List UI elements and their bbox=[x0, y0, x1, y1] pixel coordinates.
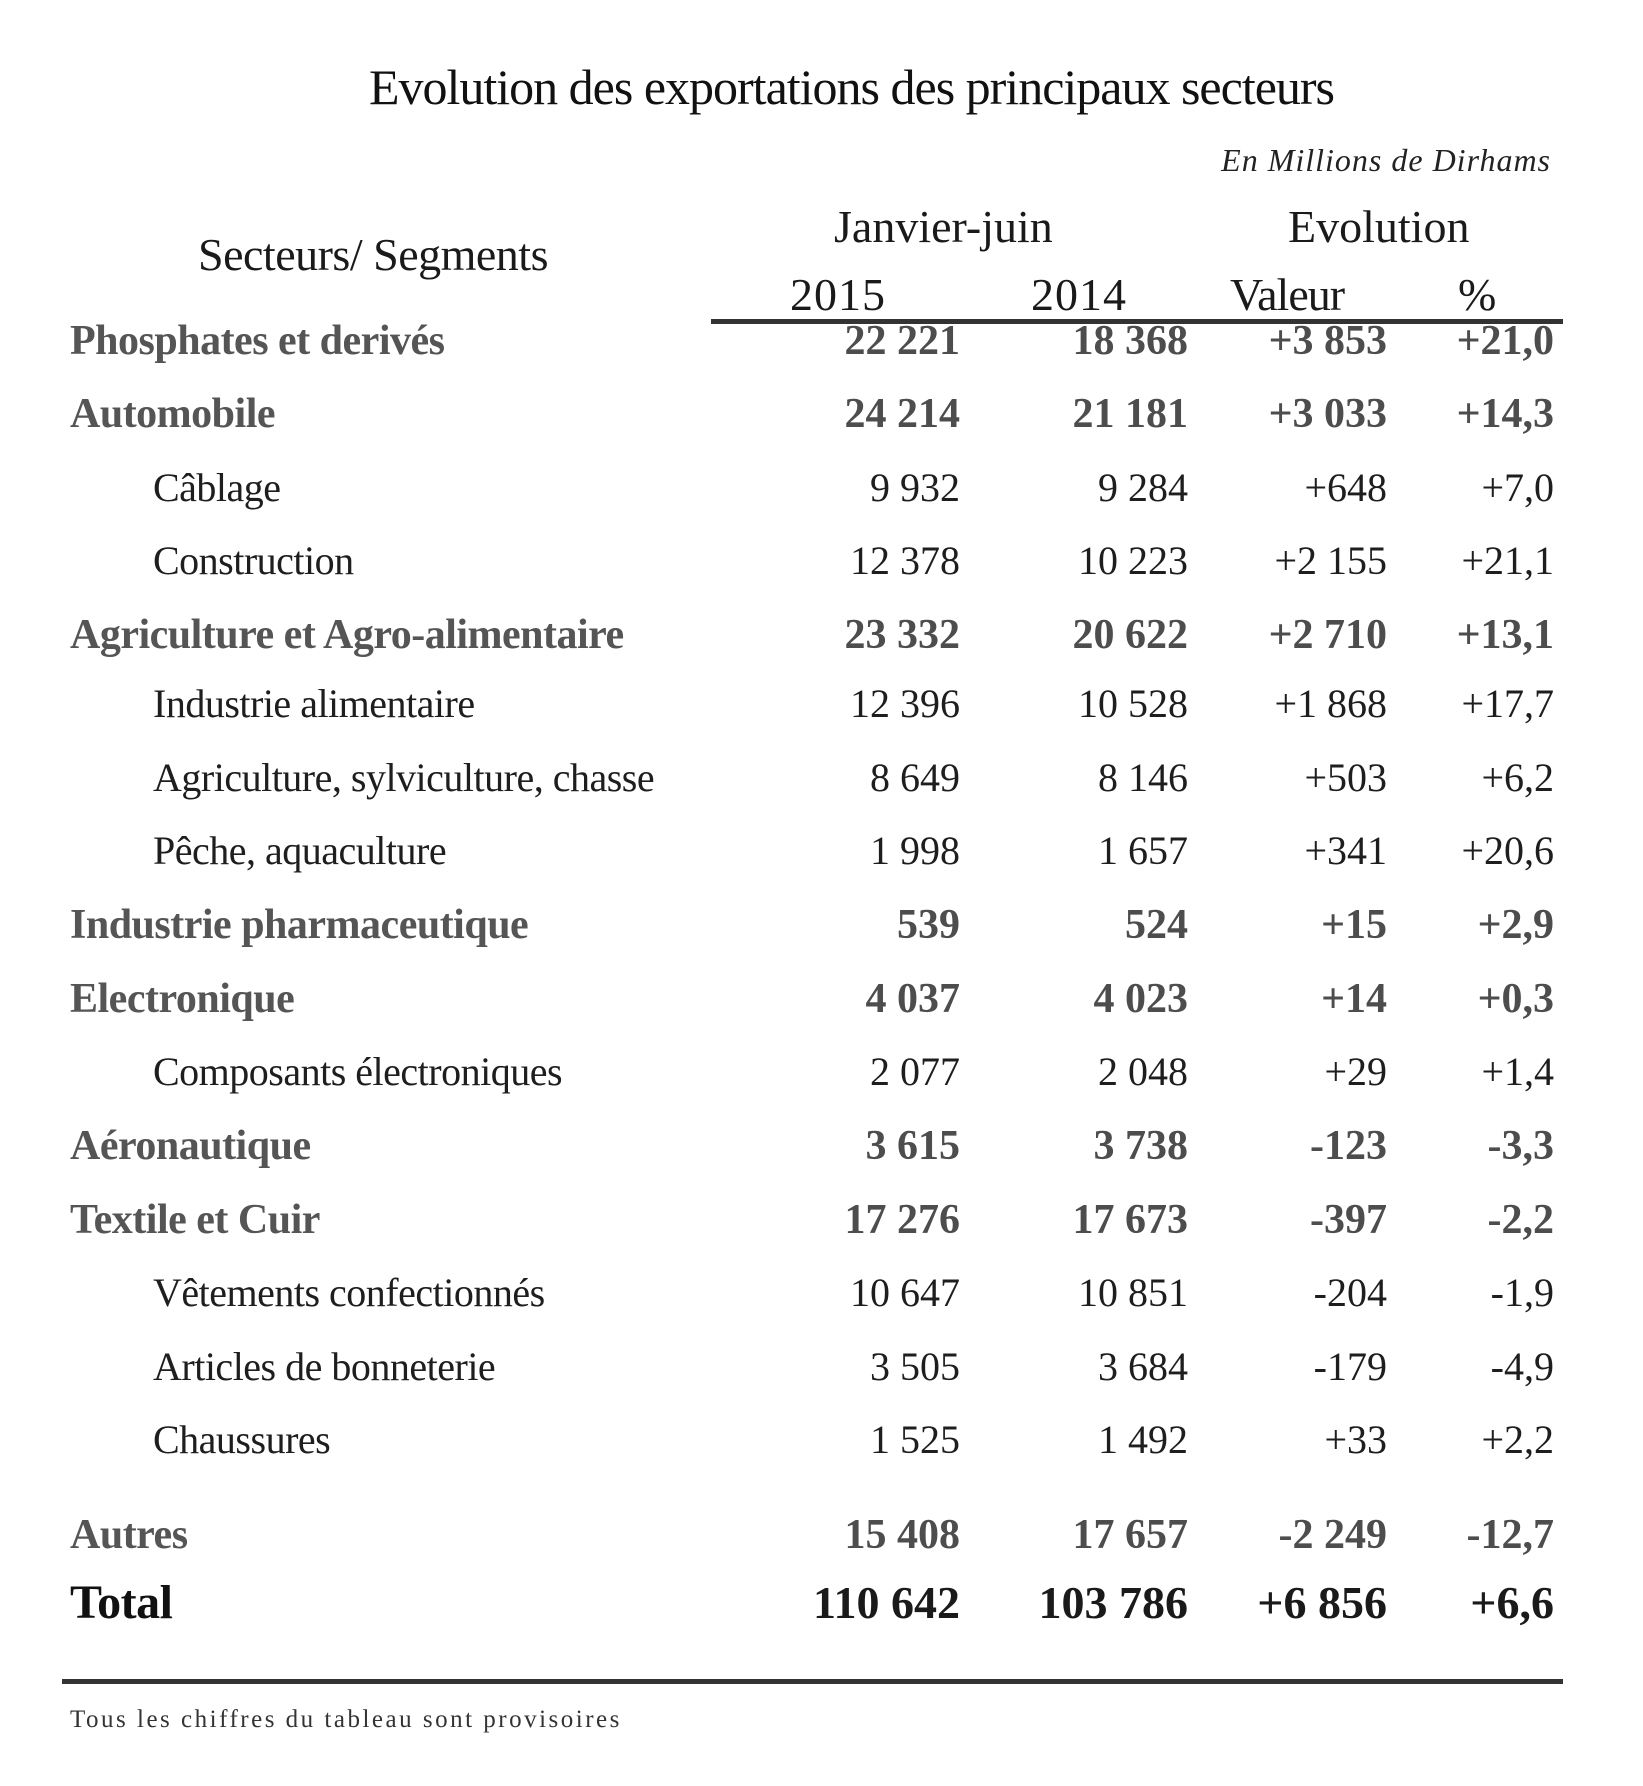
table-row bbox=[0, 895, 1643, 955]
row-label: Industrie pharmaceutique bbox=[70, 902, 529, 948]
cell-value: +3 033 bbox=[1268, 391, 1387, 437]
table-row bbox=[0, 605, 1643, 665]
table-row bbox=[0, 1410, 1643, 1470]
cell-2014: 10 223 bbox=[1078, 538, 1188, 583]
cell-value: +2 710 bbox=[1268, 612, 1387, 658]
cell-value: +341 bbox=[1304, 828, 1387, 873]
cell-percent: +17,7 bbox=[1461, 681, 1554, 726]
cell-value: -179 bbox=[1313, 1344, 1387, 1389]
cell-2015: 3 505 bbox=[870, 1344, 960, 1389]
column-header-value: Valeur bbox=[1230, 269, 1345, 320]
cell-2015: 22 221 bbox=[844, 318, 960, 364]
cell-2014: 10 851 bbox=[1078, 1270, 1188, 1315]
row-label: Aéronautique bbox=[70, 1123, 311, 1169]
cell-percent: -2,2 bbox=[1487, 1197, 1554, 1243]
cell-2014: 3 684 bbox=[1098, 1344, 1188, 1389]
column-header-period: Janvier-juin bbox=[834, 201, 1053, 252]
cell-2015: 2 077 bbox=[870, 1049, 960, 1094]
cell-percent: -1,9 bbox=[1490, 1270, 1554, 1315]
cell-2014: 20 622 bbox=[1072, 612, 1188, 658]
cell-2015: 15 408 bbox=[844, 1512, 960, 1558]
table-row bbox=[0, 1505, 1643, 1565]
cell-2014: 103 786 bbox=[1038, 1577, 1188, 1628]
cell-percent: -3,3 bbox=[1487, 1123, 1554, 1169]
cell-2015: 110 642 bbox=[813, 1577, 960, 1628]
cell-value: +2 155 bbox=[1274, 538, 1387, 583]
cell-2015: 1 525 bbox=[870, 1417, 960, 1462]
cell-2014: 2 048 bbox=[1098, 1049, 1188, 1094]
cell-2014: 10 528 bbox=[1078, 681, 1188, 726]
cell-value: +6 856 bbox=[1257, 1577, 1387, 1628]
table-row bbox=[0, 969, 1643, 1029]
table-row bbox=[0, 674, 1643, 734]
row-label: Textile et Cuir bbox=[70, 1197, 320, 1243]
cell-2014: 1 657 bbox=[1098, 828, 1188, 873]
row-label: Total bbox=[70, 1576, 173, 1629]
table-row bbox=[0, 1573, 1643, 1633]
row-label: Articles de bonneterie bbox=[153, 1344, 496, 1389]
cell-2014: 21 181 bbox=[1072, 391, 1188, 437]
cell-value: +503 bbox=[1304, 755, 1387, 800]
table-row bbox=[0, 821, 1643, 881]
row-label: Electronique bbox=[70, 976, 295, 1022]
row-label: Câblage bbox=[153, 465, 281, 510]
table-row bbox=[0, 311, 1643, 371]
cell-value: -123 bbox=[1310, 1123, 1387, 1169]
row-label: Construction bbox=[153, 538, 354, 583]
cell-value: -2 249 bbox=[1278, 1512, 1387, 1558]
row-label: Pêche, aquaculture bbox=[153, 828, 447, 873]
cell-2015: 1 998 bbox=[870, 828, 960, 873]
cell-value: +3 853 bbox=[1268, 318, 1387, 364]
cell-2014: 3 738 bbox=[1093, 1123, 1188, 1169]
cell-2014: 9 284 bbox=[1098, 465, 1188, 510]
cell-value: +33 bbox=[1324, 1417, 1387, 1462]
cell-2014: 17 657 bbox=[1072, 1512, 1188, 1558]
column-header-2015: 2015 bbox=[790, 269, 886, 320]
footnote: Tous les chiffres du tableau sont provisoires bbox=[70, 1706, 622, 1733]
cell-2015: 9 932 bbox=[870, 465, 960, 510]
column-header-2014: 2014 bbox=[1031, 269, 1127, 320]
cell-2014: 4 023 bbox=[1093, 976, 1188, 1022]
cell-2015: 24 214 bbox=[844, 391, 960, 437]
row-label: Composants électroniques bbox=[153, 1049, 563, 1094]
cell-2015: 12 396 bbox=[850, 681, 960, 726]
cell-percent: +21,1 bbox=[1461, 538, 1554, 583]
row-label: Phosphates et derivés bbox=[70, 318, 445, 364]
column-header-sector: Secteurs/ Segments bbox=[198, 229, 548, 280]
cell-2014: 18 368 bbox=[1072, 318, 1188, 364]
table-row bbox=[0, 384, 1643, 444]
unit-note: En Millions de Dirhams bbox=[1221, 142, 1551, 178]
row-label: Agriculture et Agro-alimentaire bbox=[70, 612, 624, 658]
cell-value: +14 bbox=[1321, 976, 1387, 1022]
table-row bbox=[0, 1263, 1643, 1323]
cell-percent: +0,3 bbox=[1477, 976, 1554, 1022]
cell-value: -397 bbox=[1310, 1197, 1387, 1243]
cell-2015: 23 332 bbox=[844, 612, 960, 658]
cell-percent: +2,2 bbox=[1481, 1417, 1554, 1462]
table-row bbox=[0, 1042, 1643, 1102]
row-label: Chaussures bbox=[153, 1417, 331, 1462]
cell-percent: +6,2 bbox=[1481, 755, 1554, 800]
table-title: Evolution des exportations des principaux secteurs bbox=[368, 59, 1335, 115]
row-label: Vêtements confectionnés bbox=[153, 1270, 545, 1315]
column-header-evolution: Evolution bbox=[1288, 201, 1470, 252]
table-bottom-rule bbox=[62, 1679, 1563, 1684]
cell-percent: +14,3 bbox=[1456, 391, 1554, 437]
row-label: Autres bbox=[70, 1512, 188, 1558]
cell-value: +648 bbox=[1304, 465, 1387, 510]
cell-2015: 10 647 bbox=[850, 1270, 960, 1315]
table-row bbox=[0, 748, 1643, 808]
row-label: Agriculture, sylviculture, chasse bbox=[153, 755, 655, 800]
cell-2015: 4 037 bbox=[865, 976, 960, 1022]
cell-2014: 8 146 bbox=[1098, 755, 1188, 800]
cell-percent: +21,0 bbox=[1456, 318, 1554, 364]
cell-percent: +7,0 bbox=[1481, 465, 1554, 510]
table-row bbox=[0, 1337, 1643, 1397]
cell-2014: 17 673 bbox=[1072, 1197, 1188, 1243]
row-label: Industrie alimentaire bbox=[153, 681, 475, 726]
cell-value: +1 868 bbox=[1274, 681, 1387, 726]
cell-percent: +1,4 bbox=[1481, 1049, 1554, 1094]
column-header-percent: % bbox=[1458, 269, 1497, 320]
cell-value: +15 bbox=[1321, 902, 1387, 948]
cell-2015: 3 615 bbox=[865, 1123, 960, 1169]
cell-2014: 1 492 bbox=[1098, 1417, 1188, 1462]
cell-percent: +2,9 bbox=[1477, 902, 1554, 948]
cell-2015: 17 276 bbox=[844, 1197, 960, 1243]
table-row bbox=[0, 1190, 1643, 1250]
cell-percent: -4,9 bbox=[1490, 1344, 1554, 1389]
cell-2015: 539 bbox=[897, 902, 960, 948]
cell-2015: 12 378 bbox=[850, 538, 960, 583]
table-row bbox=[0, 458, 1643, 518]
cell-2014: 524 bbox=[1125, 902, 1188, 948]
cell-percent: -12,7 bbox=[1466, 1512, 1554, 1558]
cell-percent: +13,1 bbox=[1456, 612, 1554, 658]
cell-percent: +20,6 bbox=[1461, 828, 1554, 873]
table-row bbox=[0, 1116, 1643, 1176]
cell-percent: +6,6 bbox=[1470, 1577, 1554, 1628]
cell-value: -204 bbox=[1313, 1270, 1387, 1315]
cell-value: +29 bbox=[1324, 1049, 1387, 1094]
cell-2015: 8 649 bbox=[870, 755, 960, 800]
row-label: Automobile bbox=[70, 391, 275, 437]
table-row bbox=[0, 531, 1643, 591]
